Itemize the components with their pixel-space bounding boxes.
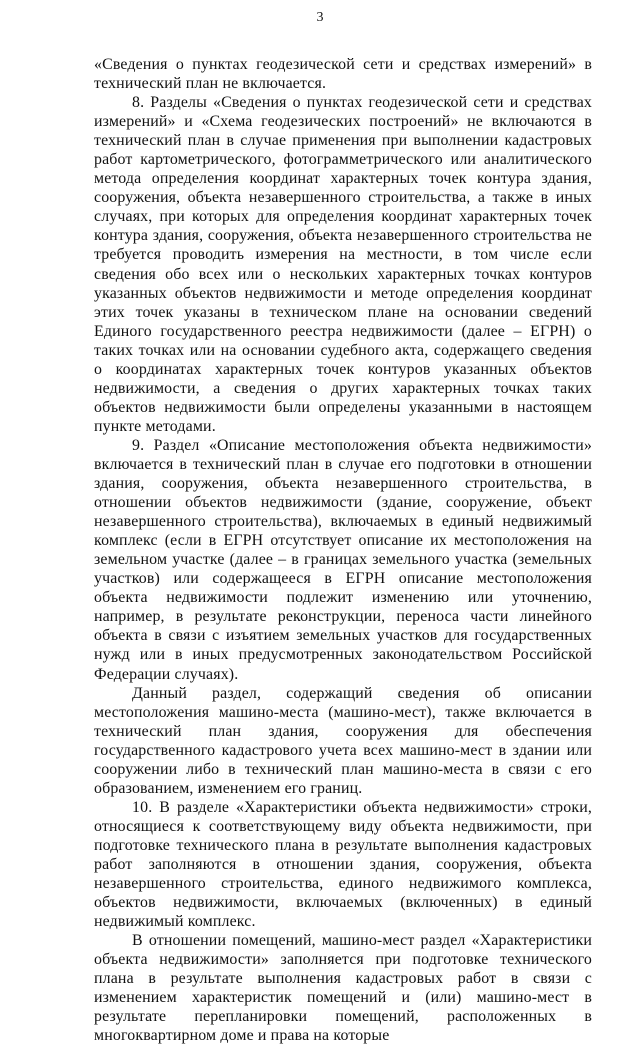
document-body [94,55,592,1045]
paragraph-item-10: 10. В разделе «Характеристики объекта недвижимости» строки, относящиеся к соответствующему виду объекта недвижимости, при подготовке технического плана в результате выполнения кадастровых работ заполняются в отношении здания, сооружения, объекта незавершенного строительства, единого недвижимого комплекса, объектов недвижимости, включаемых (включенных) в единый недвижимый комплекс. [94,798,592,931]
page-number: 3 [316,10,324,25]
paragraph-item-10-continued: В отношении помещений, машино-мест раздел «Характеристики объекта недвижимости» заполняется при подготовке технического плана в результате выполнения кадастровых работ в связи с изменением характеристик помещений и (или) машино-мест в результате перепланировки помещений, расположенных в многоквартирном доме и права на которые [94,932,592,1045]
paragraph-item-9-continued: Данный раздел, содержащий сведения об описании местоположения машино-места (машино-мест), также включается в технический план здания, сооружения для обеспечения государственного кадастрового учета всех машино-мест в здании или сооружении либо в технический план машино-места в связи с его образованием, изменением его границ. [94,684,592,797]
paragraph-item-8: 8. Разделы «Сведения о пунктах геодезической сети и средствах измерений» и «Схема геодезических построений» не включаются в технический план в случае применения при выполнении кадастровых работ картометрического, фотограмметрического или аналитического метода определения координат характерных точек контура здания, сооружения, объекта незавершенного строительства, а также в иных случаях, при которых для определения координат характерных точек контура здания, сооружения, объекта незавершенного строительства не требуется проводить измерения на местности, в том числе если сведения обо всех или о нескольких характерных точках контуров указанных объектов недвижимости и методе определения координат этих точек указаны в техническом плане на основании сведений Единого государственного реестра недвижимости (далее – ЕГРН) о таких точках или на основании судебного акта, содержащего сведения о координатах характерных точек контуров указанных объектов недвижимости, а сведения о других характерных точках таких объектов недвижимости были определены указанными в настоящем пункте методами. [94,94,592,435]
paragraph-continuation: «Сведения о пунктах геодезической сети и средствах измерений» в технический план не включается. [94,56,592,93]
paragraph-item-9: 9. Раздел «Описание местоположения объекта недвижимости» включается в технический план в случае его подготовки в отношении здания, сооружения, объекта незавершенного строительства, в отношении объектов недвижимости (здание, сооружение, объект незавершенного строительства), включаемых в единый недвижимый комплекс (если в ЕГРН отсутствует описание их местоположения на земельном участке (далее – в границах земельного участка (земельных участков) или содержащееся в ЕГРН описание местоположения объекта недвижимости подлежит изменению или уточнению, например, в результате реконструкции, переноса части линейного объекта в связи с изъятием земельных участков для государственных нужд или в иных предусмотренных законодательством Российской Федерации случаях). [94,436,592,683]
